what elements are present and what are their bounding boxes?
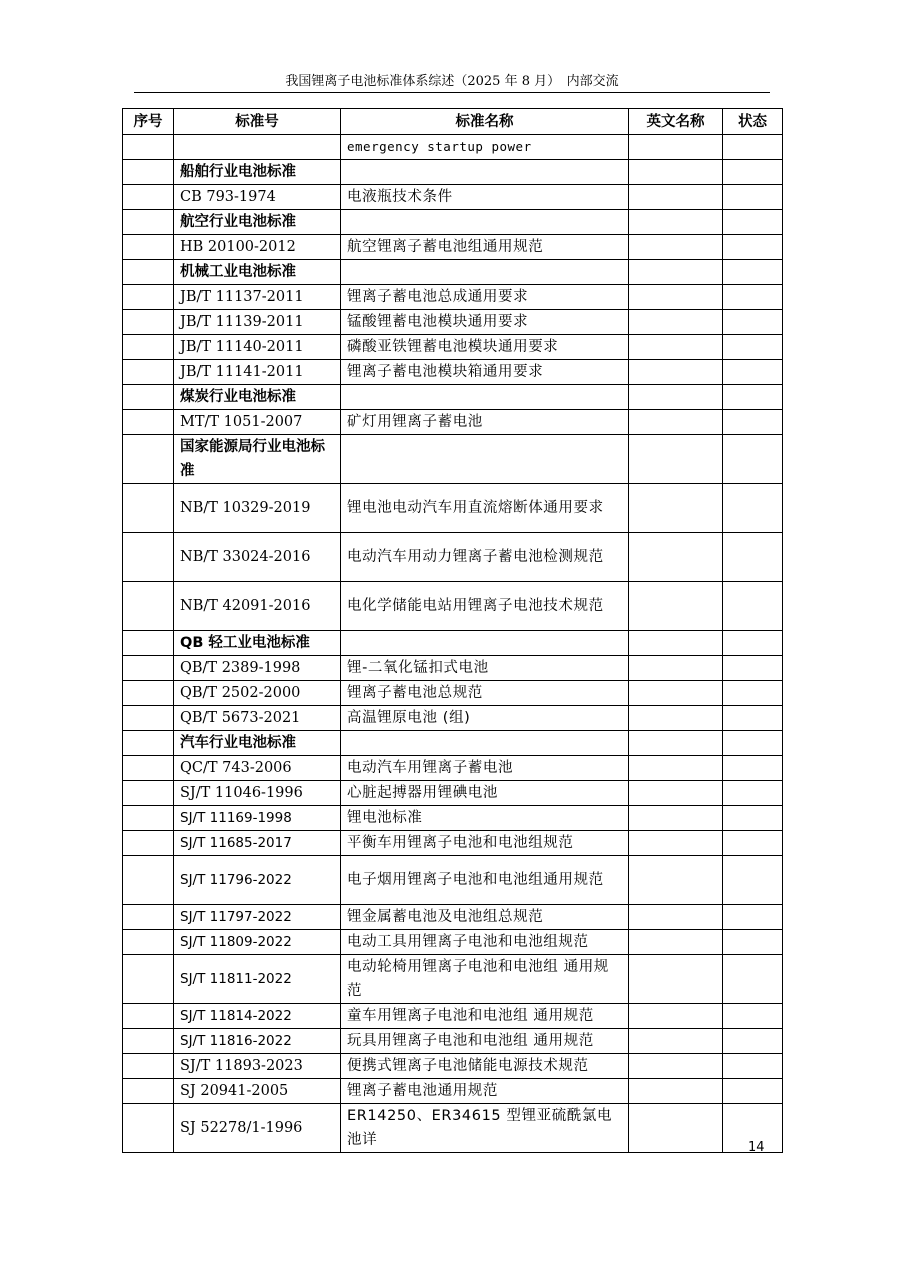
table-row	[123, 410, 783, 435]
standard-name: 锰酸锂蓄电池模块通用要求	[341, 310, 629, 335]
standard-code	[174, 135, 341, 160]
table-row	[123, 484, 783, 533]
col-header-english-name: 英文名称	[629, 109, 723, 135]
table-row	[123, 533, 783, 582]
standard-name: 锂-二氧化锰扣式电池	[341, 656, 629, 681]
standard-code: SJ/T 11814-2022	[174, 1004, 341, 1029]
table-row	[123, 335, 783, 360]
category-label: 煤炭行业电池标准	[174, 385, 341, 410]
table-row	[123, 285, 783, 310]
table-row	[123, 806, 783, 831]
standard-name: 锂离子蓄电池模块箱通用要求	[341, 360, 629, 385]
standard-code: JB/T 11137-2011	[174, 285, 341, 310]
standard-name: 航空锂离子蓄电池组通用规范	[341, 235, 629, 260]
standard-name: 矿灯用锂离子蓄电池	[341, 410, 629, 435]
standard-name: 便携式锂离子电池储能电源技术规范	[341, 1054, 629, 1079]
col-header-code: 标准号	[174, 109, 341, 135]
standard-name: 电动汽车用动力锂离子蓄电池检测规范	[341, 533, 629, 582]
standard-code: JB/T 11139-2011	[174, 310, 341, 335]
table-row	[123, 856, 783, 905]
standard-code: MT/T 1051-2007	[174, 410, 341, 435]
table-row	[123, 360, 783, 385]
standard-code: QC/T 743-2006	[174, 756, 341, 781]
standard-code: QB/T 2502-2000	[174, 681, 341, 706]
standard-code: JB/T 11141-2011	[174, 360, 341, 385]
category-row	[123, 385, 783, 410]
standard-name: 心脏起搏器用锂碘电池	[341, 781, 629, 806]
standard-code: SJ/T 11811-2022	[174, 955, 341, 1004]
category-label: 汽车行业电池标准	[174, 731, 341, 756]
table-row	[123, 681, 783, 706]
standard-name: 童车用锂离子电池和电池组 通用规范	[341, 1004, 629, 1029]
col-header-name: 标准名称	[341, 109, 629, 135]
category-row	[123, 731, 783, 756]
standard-name: 电化学储能电站用锂离子电池技术规范	[341, 582, 629, 631]
category-row	[123, 260, 783, 285]
category-row	[123, 631, 783, 656]
standard-name: emergency startup power	[341, 135, 629, 160]
standard-name: 高温锂原电池 (组)	[341, 706, 629, 731]
standard-name: 电子烟用锂离子电池和电池组通用规范	[341, 856, 629, 905]
standard-code: HB 20100-2012	[174, 235, 341, 260]
table-row	[123, 656, 783, 681]
table-row	[123, 1029, 783, 1054]
table-row	[123, 135, 783, 160]
standard-code: NB/T 33024-2016	[174, 533, 341, 582]
standard-code: SJ 52278/1-1996	[174, 1104, 341, 1153]
standard-code: SJ/T 11816-2022	[174, 1029, 341, 1054]
standard-code: QB/T 5673-2021	[174, 706, 341, 731]
standard-code: SJ/T 11796-2022	[174, 856, 341, 905]
category-row	[123, 435, 783, 484]
standard-name: 锂离子蓄电池总成通用要求	[341, 285, 629, 310]
standard-code: QB/T 2389-1998	[174, 656, 341, 681]
table-row	[123, 756, 783, 781]
page-number: 14	[748, 1140, 765, 1155]
standard-name: 锂电池标准	[341, 806, 629, 831]
standard-name: 电动工具用锂离子电池和电池组规范	[341, 930, 629, 955]
standard-name: 磷酸亚铁锂蓄电池模块通用要求	[341, 335, 629, 360]
standard-name: 电动汽车用锂离子蓄电池	[341, 756, 629, 781]
table-row	[123, 582, 783, 631]
table-row	[123, 930, 783, 955]
table-row	[123, 1104, 783, 1153]
standard-name: 电液瓶技术条件	[341, 185, 629, 210]
category-row	[123, 210, 783, 235]
standard-code: SJ 20941-2005	[174, 1079, 341, 1104]
standard-name: 锂金属蓄电池及电池组总规范	[341, 905, 629, 930]
table-row	[123, 235, 783, 260]
standard-code: JB/T 11140-2011	[174, 335, 341, 360]
standard-code: SJ/T 11046-1996	[174, 781, 341, 806]
category-label: 机械工业电池标准	[174, 260, 341, 285]
table-row	[123, 310, 783, 335]
standard-code: SJ/T 11809-2022	[174, 930, 341, 955]
standard-code: SJ/T 11685-2017	[174, 831, 341, 856]
category-row	[123, 160, 783, 185]
standard-code: CB 793-1974	[174, 185, 341, 210]
standard-name: 平衡车用锂离子电池和电池组规范	[341, 831, 629, 856]
category-label: QB 轻工业电池标准	[174, 631, 341, 656]
table-row	[123, 1004, 783, 1029]
col-header-index: 序号	[123, 109, 174, 135]
running-header: 我国锂离子电池标准体系综述（2025 年 8 月） 内部交流	[285, 74, 619, 89]
standard-code: NB/T 10329-2019	[174, 484, 341, 533]
standard-name: 电动轮椅用锂离子电池和电池组 通用规范	[341, 955, 629, 1004]
standard-name: 锂离子蓄电池总规范	[341, 681, 629, 706]
table-row	[123, 185, 783, 210]
table-row	[123, 706, 783, 731]
standard-code: NB/T 42091-2016	[174, 582, 341, 631]
header-divider	[134, 92, 770, 93]
table-row	[123, 955, 783, 1004]
standard-code: SJ/T 11893-2023	[174, 1054, 341, 1079]
table-row	[123, 831, 783, 856]
table-row	[123, 781, 783, 806]
table-row	[123, 905, 783, 930]
col-header-status: 状态	[723, 109, 783, 135]
standard-name: ER14250、ER34615 型锂亚硫酰氯电池详	[341, 1104, 629, 1153]
standard-code: SJ/T 11169-1998	[174, 806, 341, 831]
standard-name: 玩具用锂离子电池和电池组 通用规范	[341, 1029, 629, 1054]
category-label: 航空行业电池标准	[174, 210, 341, 235]
standard-name: 锂电池电动汽车用直流熔断体通用要求	[341, 484, 629, 533]
standard-name: 锂离子蓄电池通用规范	[341, 1079, 629, 1104]
table-row	[123, 1079, 783, 1104]
standards-table	[122, 108, 783, 1153]
standard-code: SJ/T 11797-2022	[174, 905, 341, 930]
table-row	[123, 1054, 783, 1079]
category-label: 国家能源局行业电池标准	[174, 435, 341, 484]
table-header-row	[123, 109, 783, 135]
category-label: 船舶行业电池标准	[174, 160, 341, 185]
